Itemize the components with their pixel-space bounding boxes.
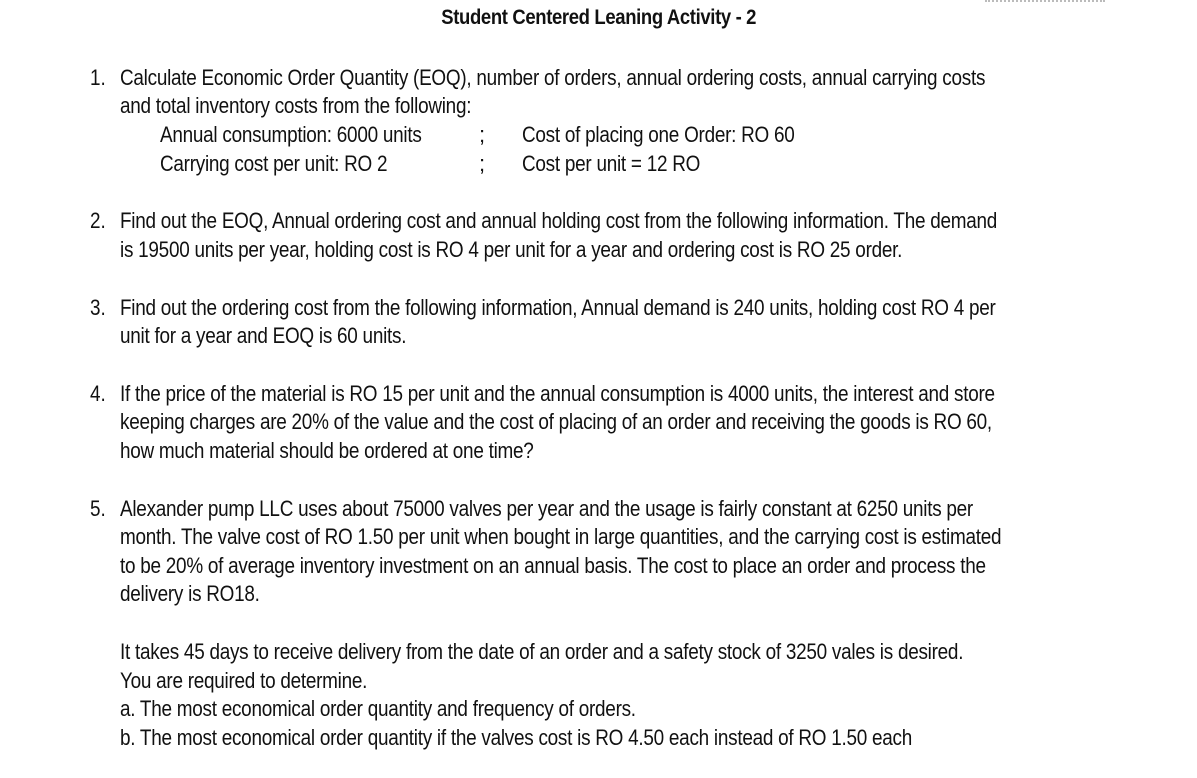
page-title: Student Centered Leaning Activity - 2 — [441, 6, 757, 29]
question-5-line-2: month. The valve cost of RO 1.50 per unit when bought in large quantities, and the carrying cost is estimated — [120, 524, 1002, 549]
question-4-number: 4. — [90, 381, 106, 406]
given-ordering-cost: Cost of placing one Order: RO 60 — [522, 122, 795, 147]
question-5-part-a: a. The most economical order quantity and frequency of orders. — [120, 696, 636, 721]
question-5-line-3: to be 20% of average inventory investment on an annual basis. The cost to place an order and process the — [120, 553, 986, 578]
question-3-number: 3. — [90, 295, 106, 320]
question-1-line-1: Calculate Economic Order Quantity (EOQ), number of orders, annual ordering costs, annual carrying costs — [120, 65, 986, 90]
question-5-part-b: b. The most economical order quantity if the valves cost is RO 4.50 each instead of RO 1.50 each — [120, 725, 913, 750]
question-3-line-1: Find out the ordering cost from the following information, Annual demand is 240 units, holding cost RO 4 per — [120, 295, 996, 320]
question-1-line-2: and total inventory costs from the following: — [120, 93, 472, 118]
given-carrying-cost: Carrying cost per unit: RO 2 — [160, 151, 388, 176]
given-separator-2: ; — [479, 151, 486, 176]
question-5-line-4: delivery is RO18. — [120, 581, 260, 606]
given-separator-1: ; — [479, 122, 486, 147]
given-cost-per-unit: Cost per unit = 12 RO — [522, 151, 701, 176]
question-3-line-2: unit for a year and EOQ is 60 units. — [120, 323, 407, 348]
question-4-line-1: If the price of the material is RO 15 per unit and the annual consumption is 4000 units, the interest and store — [120, 381, 995, 406]
given-annual-consumption: Annual consumption: 6000 units — [160, 122, 422, 147]
question-5-line-1: Alexander pump LLC uses about 75000 valves per year and the usage is fairly constant at 6250 units per — [120, 496, 973, 521]
question-4-line-2: keeping charges are 20% of the value and the cost of placing of an order and receiving the goods is RO 60, — [120, 409, 992, 434]
question-4-line-3: how much material should be ordered at one time? — [120, 438, 534, 463]
question-2-number: 2. — [90, 208, 106, 233]
question-5-continuation-line-1: It takes 45 days to receive delivery from the date of an order and a safety stock of 3250 vales is desired. — [120, 639, 964, 664]
question-5-continuation-line-2: You are required to determine. — [120, 668, 368, 693]
question-1-number: 1. — [90, 65, 106, 90]
question-2-line-2: is 19500 units per year, holding cost is RO 4 per unit for a year and ordering cost is RO 25 order. — [120, 237, 903, 262]
question-5-number: 5. — [90, 496, 106, 521]
question-2-line-1: Find out the EOQ, Annual ordering cost and annual holding cost from the following information. The demand — [120, 208, 998, 233]
